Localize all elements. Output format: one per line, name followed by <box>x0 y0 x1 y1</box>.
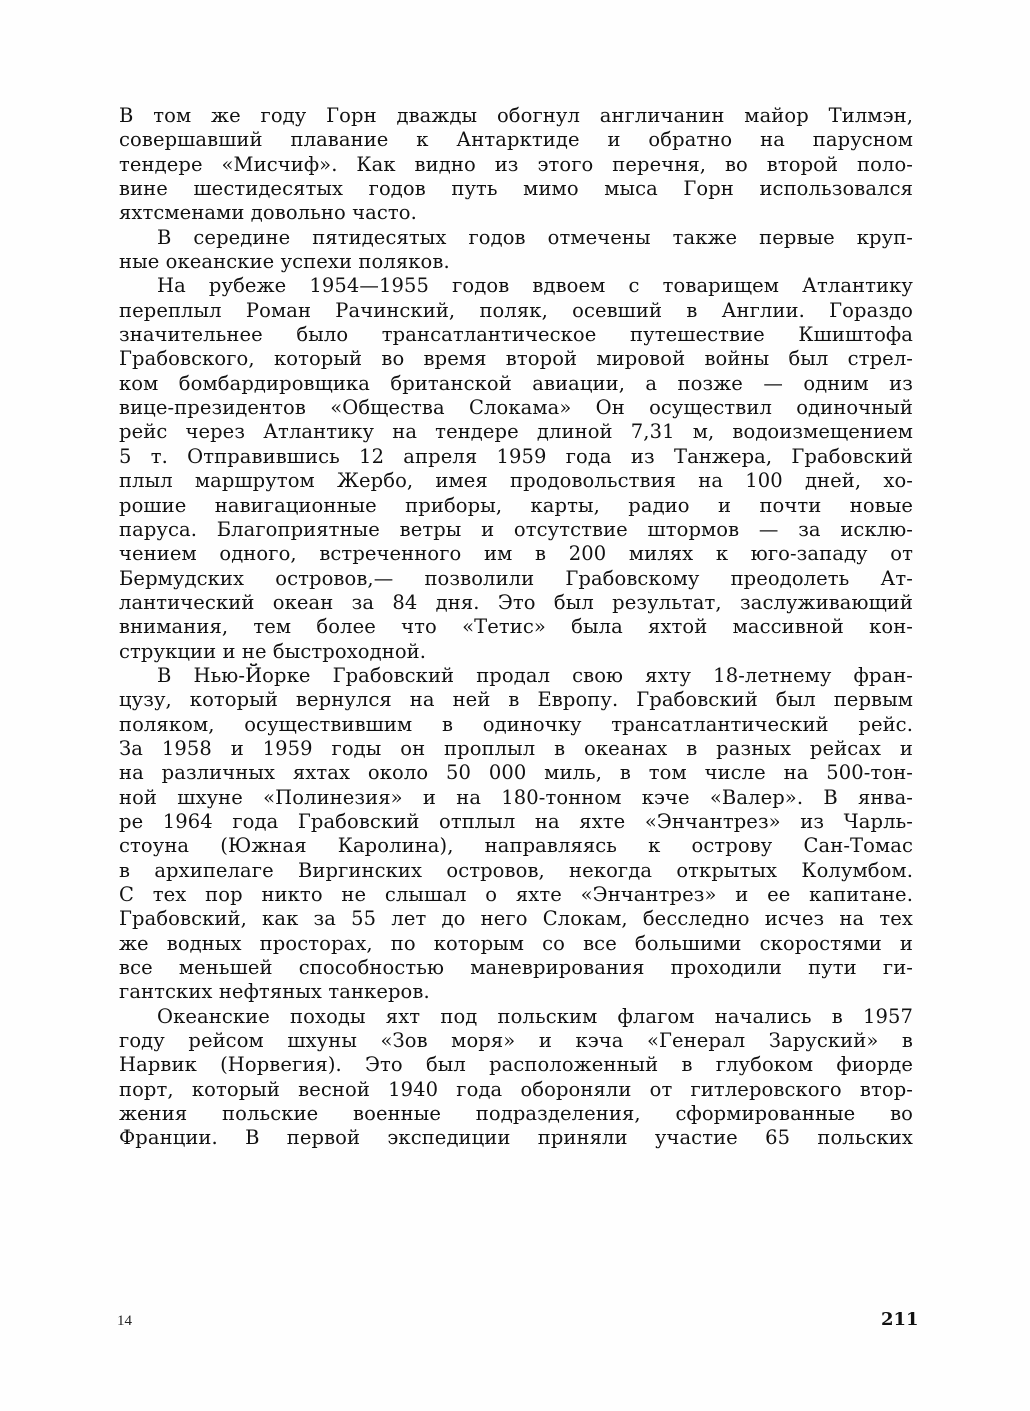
text-line: ре 1964 года Грабовский отплыл на яхте «Энчантрез» из Чарль- <box>119 809 913 833</box>
text-line: в архипелаге Виргинских островов, некогда открытых Колумбом. <box>119 858 913 882</box>
text-line: цузу, который вернулся на ней в Европу. Грабовский был первым <box>119 688 913 712</box>
body-text <box>119 104 913 1151</box>
text-line: жения польские военные подразделения, сформированные во <box>119 1102 913 1126</box>
text-line: рейс через Атлантику на тендере длиной 7,31 м, водоизмещением <box>119 420 913 444</box>
text-line: стоуна (Южная Каролина), направляясь к острову Сан-Томас <box>119 834 913 858</box>
text-line: вине шестидесятых годов путь мимо мыса Горн использовался <box>119 177 913 201</box>
text-line: году рейсом шхуны «Зов моря» и кэча «Генерал Заруский» в <box>119 1029 913 1053</box>
text-line: струкции и не быстроходной. <box>119 639 427 663</box>
text-line: все меньшей способностью маневрирования проходили пути ги- <box>119 956 913 980</box>
text-line: Франции. В первой экспедиции приняли участие 65 польских <box>119 1126 913 1150</box>
text-line: тендере «Мисчиф». Как видно из этого перечня, во второй поло- <box>119 152 913 176</box>
text-line: внимания, тем более что «Тетис» была яхтой массивной кон- <box>119 615 913 639</box>
text-line: совершавший плавание к Антарктиде и обратно на парусном <box>119 128 913 152</box>
text-line: За 1958 и 1959 годы он проплыл в океанах в разных рейсах и <box>119 736 913 760</box>
text-line: рошие навигационные приборы, карты, радио и почти новые <box>119 493 913 517</box>
text-line: паруса. Благоприятные ветры и отсутствие штормов — за исклю- <box>119 517 913 541</box>
text-line: ные океанские успехи поляков. <box>119 250 450 274</box>
text-line: на различных яхтах около 50 000 миль, в том числе на 500-тон- <box>119 761 913 785</box>
text-line: С тех пор никто не слышал о яхте «Энчантрез» и ее капитане. <box>119 883 913 906</box>
paragraph <box>119 226 913 275</box>
text-line: В том же году Горн дважды обогнул англичанин майор Тилмэн, <box>119 104 913 127</box>
text-line: поляком, осуществившим в одиночку трансатлантический рейс. <box>119 712 913 736</box>
paragraph <box>119 104 913 226</box>
text-line: В середине пятидесятых годов отмечены также первые круп- <box>157 225 913 249</box>
text-line: плыл маршрутом Жербо, имея продовольствия на 100 дней, хо- <box>119 469 913 493</box>
text-line: Океанские походы яхт под польским флагом начались в 1957 <box>157 1004 913 1028</box>
page-number: 211 <box>881 1309 919 1330</box>
text-line: Бермудских островов,— позволили Грабовскому преодолеть Ат- <box>119 566 913 590</box>
text-line: лантический океан за 84 дня. Это был результат, заслуживающий <box>119 590 913 614</box>
paragraph <box>119 664 913 1005</box>
text-line: ной шхуне «Полинезия» и на 180-тонном кэче «Валер». В янва- <box>119 785 913 809</box>
text-line: Нарвик (Норвегия). Это был расположенный в глубоком фиорде <box>119 1053 913 1077</box>
signature-mark: 14 <box>117 1313 132 1329</box>
text-line: порт, который весной 1940 года обороняли от гитлеровского втор- <box>119 1077 913 1101</box>
text-line: переплыл Роман Рачинский, поляк, осевший в Англии. Гораздо <box>119 298 913 322</box>
text-line: яхтсменами довольно часто. <box>119 201 417 225</box>
text-line: ком бомбардировщика британской авиации, а позже — одним из <box>119 371 913 395</box>
text-line: вице-президентов «Общества Слокама» Он осуществил одиночный <box>119 396 913 420</box>
text-line: На рубеже 1954—1955 годов вдвоем с товарищем Атлантику <box>157 274 913 298</box>
text-line: В Нью-Йорке Грабовский продал свою яхту 18-летнему фран- <box>157 663 913 687</box>
paragraph <box>119 1005 913 1151</box>
text-line: чением одного, встреченного им в 200 милях к юго-западу от <box>119 542 913 566</box>
text-line: 5 т. Отправившись 12 апреля 1959 года из Танжера, Грабовский <box>119 444 913 468</box>
text-line: же водных просторах, по которым со все большими скоростями и <box>119 931 913 955</box>
text-line: Грабовского, который во время второй мировой войны был стрел- <box>119 347 913 371</box>
text-line: Грабовский, как за 55 лет до него Слокам, бесследно исчез на тех <box>119 907 913 931</box>
text-line: гантских нефтяных танкеров. <box>119 980 430 1004</box>
paragraph <box>119 274 913 664</box>
text-line: значительнее было трансатлантическое путешествие Кшиштофа <box>119 323 913 347</box>
